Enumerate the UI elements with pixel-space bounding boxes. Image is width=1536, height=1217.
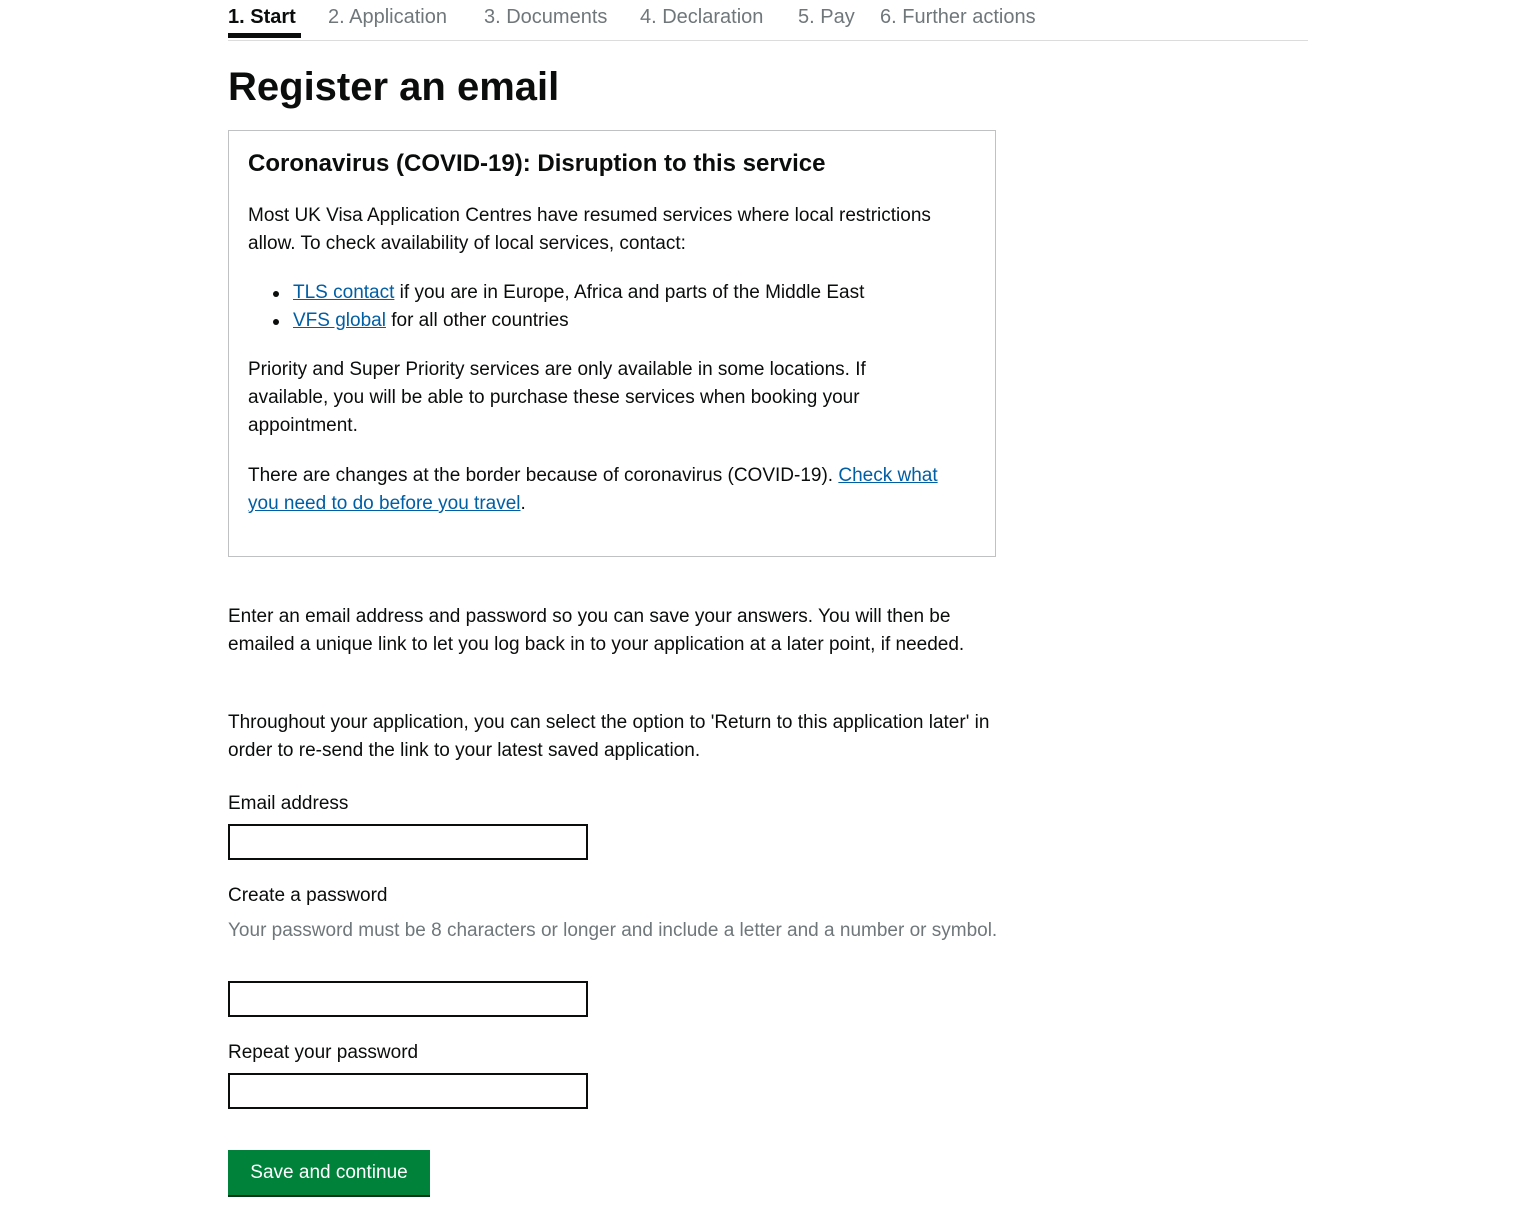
- password-field[interactable]: [228, 981, 588, 1017]
- repeat-password-field[interactable]: [228, 1073, 588, 1109]
- vfs-global-link[interactable]: VFS global: [293, 310, 386, 331]
- intro-paragraph: Enter an email address and password so you can save your answers. You will then be emailed a unique link to let you log back in to your application at a later point, if needed.: [228, 606, 965, 655]
- password-hint: Your password must be 8 characters or longer and include a letter and a number or symbol.: [228, 920, 998, 941]
- step-further-actions[interactable]: 6. Further actions: [880, 6, 1036, 28]
- list-item: [273, 307, 864, 335]
- notice-intro: Most UK Visa Application Centres have resumed services where local restrictions allow. To check availability of local services, contact:: [248, 205, 931, 254]
- step-navigation: [228, 0, 1308, 41]
- notice-contact-list: [273, 279, 864, 335]
- list-item-text: for all other countries: [385, 310, 569, 331]
- active-step-indicator: [228, 33, 301, 38]
- step-application[interactable]: 2. Application: [328, 6, 447, 28]
- list-item: [273, 279, 864, 307]
- notice-border-end: .: [520, 493, 526, 514]
- list-item-text: if you are in Europe, Africa and parts of the Middle East: [394, 282, 865, 303]
- notice-border-text: There are changes at the border because of coronavirus (COVID-19).: [248, 465, 839, 486]
- notice-border-paragraph: [248, 462, 968, 518]
- password-label: Create a password: [228, 885, 388, 906]
- email-label: Email address: [228, 793, 349, 814]
- step-declaration[interactable]: 4. Declaration: [640, 6, 764, 28]
- return-later-paragraph: Throughout your application, you can select the option to 'Return to this application later' in order to re-send the link to your latest saved application.: [228, 712, 990, 761]
- email-field[interactable]: [228, 824, 588, 860]
- save-and-continue-button[interactable]: Save and continue: [228, 1150, 430, 1195]
- page-title: Register an email: [228, 65, 560, 109]
- step-start[interactable]: 1. Start: [228, 6, 296, 28]
- check-travel-link[interactable]: Check what you need to do before you travel: [248, 465, 938, 514]
- step-pay[interactable]: 5. Pay: [798, 6, 855, 28]
- step-documents[interactable]: 3. Documents: [484, 6, 608, 28]
- notice-title: Coronavirus (COVID-19): Disruption to this service: [248, 150, 826, 177]
- notice-priority-text: Priority and Super Priority services are only available in some locations. If available, you will be able to purchase these services when booking your appointment.: [248, 359, 866, 436]
- tls-contact-link[interactable]: TLS contact: [293, 282, 395, 303]
- repeat-password-label: Repeat your password: [228, 1042, 419, 1063]
- covid-notice-panel: [228, 130, 996, 557]
